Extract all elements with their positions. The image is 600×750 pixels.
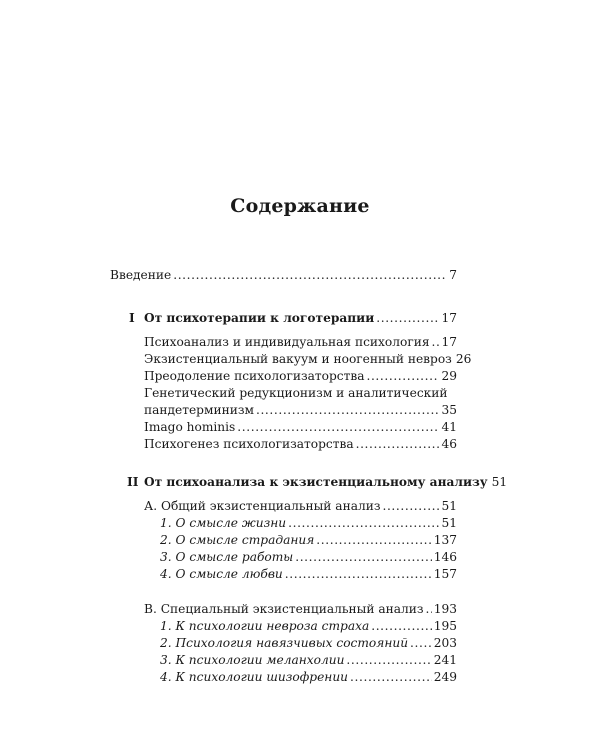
toc-entry-section-a[interactable] xyxy=(144,497,457,515)
leader-dots xyxy=(426,600,432,618)
leader-dots xyxy=(288,514,439,532)
toc-page: 203 xyxy=(433,636,457,650)
toc-label-line1[interactable]: Генетический редукционизм и аналитический xyxy=(144,386,448,400)
toc-label: Imago hominis xyxy=(144,420,236,434)
toc-entry[interactable] xyxy=(160,617,457,635)
toc-entry[interactable] xyxy=(144,367,457,385)
toc-entry-intro[interactable] xyxy=(110,266,457,284)
toc-page: 26 xyxy=(455,352,472,366)
toc-label: 4. О смысле любви xyxy=(160,567,283,581)
leader-dots xyxy=(366,367,439,385)
leader-dots xyxy=(173,266,447,284)
toc-label: 1. О смысле жизни xyxy=(160,516,287,530)
toc-page: 51 xyxy=(441,499,457,513)
toc-label: 2. О смысле страдания xyxy=(160,533,315,547)
toc-entry[interactable] xyxy=(144,333,457,351)
toc-page: 17 xyxy=(441,335,457,349)
toc-entry[interactable] xyxy=(160,548,457,566)
toc-entry-part2[interactable] xyxy=(144,473,508,491)
leader-dots xyxy=(410,634,432,652)
toc-page: 249 xyxy=(433,670,457,684)
toc-page: 17 xyxy=(441,311,457,325)
leader-dots xyxy=(371,617,432,635)
toc-label: Психогенез психологизаторства xyxy=(144,437,354,451)
toc-label: пандетерминизм xyxy=(144,403,254,417)
toc-label: Экзистенциальный вакуум и ноогенный невроз xyxy=(144,352,452,366)
leader-dots xyxy=(237,418,439,436)
leader-dots xyxy=(256,401,440,419)
toc-entry[interactable] xyxy=(160,531,457,549)
toc-label: Введение xyxy=(110,268,172,282)
toc-entry[interactable] xyxy=(160,651,457,669)
toc-label: 3. К психологии меланхолии xyxy=(160,653,345,667)
part-numeral: I xyxy=(129,311,135,325)
toc-label: 4. К психологии шизофрении xyxy=(160,670,349,684)
leader-dots xyxy=(356,435,440,453)
leader-dots xyxy=(382,497,439,515)
toc-page: 137 xyxy=(433,533,457,547)
toc-label: Психоанализ и индивидуальная психология xyxy=(144,335,430,349)
toc-page: 51 xyxy=(441,516,457,530)
toc-label: В. Специальный экзистенциальный анализ xyxy=(144,602,424,616)
toc-label: 3. О смысле работы xyxy=(160,550,294,564)
page-title: Содержание xyxy=(230,195,370,217)
toc-label: Преодоление психологизаторства xyxy=(144,369,365,383)
toc-entry[interactable] xyxy=(160,634,457,652)
leader-dots xyxy=(285,565,432,583)
toc-page: 29 xyxy=(441,369,457,383)
leader-dots xyxy=(376,309,439,327)
toc-page: 193 xyxy=(433,602,457,616)
toc-entry[interactable] xyxy=(160,565,457,583)
toc-page: 35 xyxy=(441,403,457,417)
toc-page: 241 xyxy=(433,653,457,667)
toc-entry-part1[interactable] xyxy=(144,309,457,327)
toc-label: А. Общий экзистенциальный анализ xyxy=(144,499,381,513)
toc-entry[interactable] xyxy=(144,350,472,368)
toc-entry[interactable] xyxy=(144,418,457,436)
part-numeral: II xyxy=(127,475,139,489)
toc-page: 46 xyxy=(441,437,457,451)
toc-entry[interactable] xyxy=(160,514,457,532)
toc-page: 41 xyxy=(441,420,457,434)
leader-dots xyxy=(295,548,432,566)
toc-label: От психотерапии к логотерапии xyxy=(144,311,375,325)
toc-entry[interactable] xyxy=(144,401,457,419)
toc-page: 195 xyxy=(433,619,457,633)
leader-dots xyxy=(316,531,431,549)
leader-dots xyxy=(350,668,432,686)
toc-label: От психоанализа к экзистенциальному анализу xyxy=(144,475,488,489)
toc-label: 1. К психологии невроза страха xyxy=(160,619,370,633)
toc-page: 51 xyxy=(491,475,508,489)
toc-entry-section-b[interactable] xyxy=(144,600,457,618)
toc-page: 7 xyxy=(449,268,457,282)
toc-entry[interactable] xyxy=(144,435,457,453)
toc-page: 157 xyxy=(433,567,457,581)
leader-dots xyxy=(346,651,431,669)
toc-label: 2. Психология навязчивых состояний xyxy=(160,636,409,650)
toc-entry[interactable] xyxy=(160,668,457,686)
toc-page: 146 xyxy=(433,550,457,564)
leader-dots xyxy=(432,333,440,351)
